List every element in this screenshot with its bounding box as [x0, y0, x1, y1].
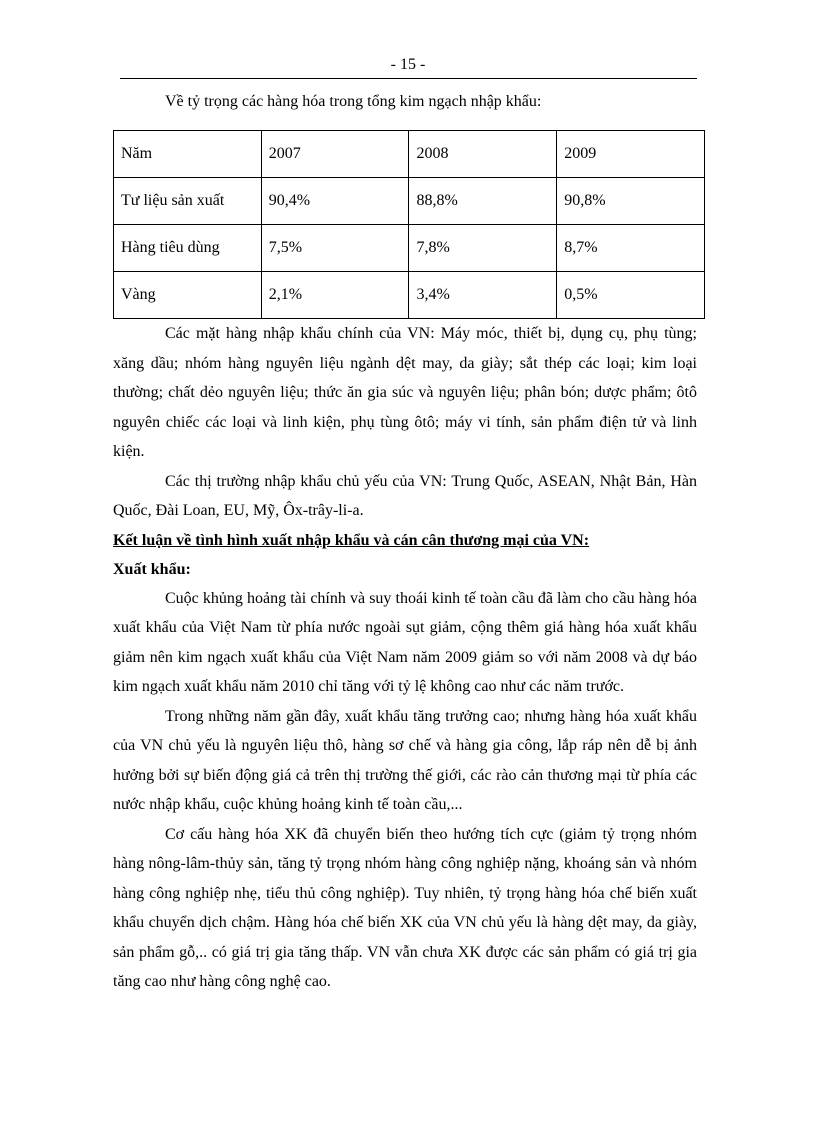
- paragraph-import-goods: Các mặt hàng nhập khẩu chính của VN: Máy móc, thiết bị, dụng cụ, phụ tùng; xăng dầu; nhóm hàng nguyên liệu ngành dệt may, da giày; sắt thép các loại; kim loại thường; chất dẻo nguyên liệu; thức ăn gia súc và nguyên liệu; phân bón; dược phẩm; ôtô nguyên chiếc các loại và linh kiện, phụ tùng ôtô; máy vi tính, sản phẩm điện tử và linh kiện.: [113, 325, 697, 460]
- table-intro: Về tỷ trọng các hàng hóa trong tổng kim ngạch nhập khẩu:: [165, 93, 542, 110]
- table-cell: 7,8%: [409, 225, 557, 272]
- table-cell: 90,8%: [557, 178, 705, 225]
- table-header-row: [114, 131, 705, 178]
- table-cell: 2,1%: [261, 272, 409, 319]
- paragraph-import-markets: Các thị trường nhập khẩu chủ yếu của VN: Trung Quốc, ASEAN, Nhật Bản, Hàn Quốc, Đài Loan, EU, Mỹ, Ôx-trây-li-a.: [113, 472, 697, 519]
- table-cell: Hàng tiêu dùng: [114, 225, 262, 272]
- table-cell: 8,7%: [557, 225, 705, 272]
- table-cell: Vàng: [114, 272, 262, 319]
- table-cell: 2008: [409, 131, 557, 178]
- paragraph-export-growth: Trong những năm gần đây, xuất khẩu tăng trưởng cao; nhưng hàng hóa xuất khẩu của VN chủ yếu là nguyên liệu thô, hàng sơ chế và hàng gia công, lắp ráp nên dễ bị ảnh hưởng bởi sự biến động giá cả trên thị trường thế giới, các rào cản thương mại từ phía các nước nhập khẩu, cuộc khủng hoảng kinh tế toàn cầu,...: [113, 707, 697, 813]
- paragraph-export-structure: Cơ cấu hàng hóa XK đã chuyển biến theo hướng tích cực (giảm tỷ trọng nhóm hàng nông-lâm-thủy sản, tăng tỷ trọng nhóm hàng công nghiệp nặng, khoáng sản và nhóm hàng công nghiệp nhẹ, tiểu thủ công nghiệp). Tuy nhiên, tỷ trọng hàng hóa chế biến xuất khẩu chuyển dịch chậm. Hàng hóa chế biến XK của VN chủ yếu là hàng dệt may, da giày, sản phẩm gỗ,.. có giá trị gia tăng thấp. VN vẫn chưa XK được các sản phẩm có giá trị gia tăng cao như hàng công nghệ cao.: [113, 825, 697, 990]
- table-row: [114, 178, 705, 225]
- table-row: [114, 225, 705, 272]
- paragraph-export-crisis: Cuộc khủng hoảng tài chính và suy thoái kinh tế toàn cầu đã làm cho cầu hàng hóa xuất khẩu của Việt Nam từ phía nước ngoài sụt giảm, cộng thêm giá hàng hóa xuất khẩu giảm nên kim ngạch xuất khẩu của Việt Nam năm 2009 giảm so với năm 2008 và dự báo kim ngạch xuất khẩu năm 2010 chỉ tăng với tỷ lệ không cao như các năm trước.: [113, 589, 697, 695]
- import-share-table: [113, 130, 705, 319]
- table-cell: 0,5%: [557, 272, 705, 319]
- table-row: [114, 272, 705, 319]
- table-cell: 88,8%: [409, 178, 557, 225]
- section-heading-conclusion: Kết luận về tình hình xuất nhập khẩu và cán cân thương mại của VN:: [113, 531, 590, 549]
- table-cell: Năm: [114, 131, 262, 178]
- section-heading-export: Xuất khẩu:: [113, 560, 191, 578]
- table-cell: Tư liệu sản xuất: [114, 178, 262, 225]
- table-cell: 3,4%: [409, 272, 557, 319]
- header-rule: [120, 78, 697, 79]
- table-cell: 90,4%: [261, 178, 409, 225]
- table-cell: 2009: [557, 131, 705, 178]
- table-cell: 7,5%: [261, 225, 409, 272]
- page-number: - 15 -: [390, 56, 426, 73]
- document-body: [113, 88, 697, 997]
- table-cell: 2007: [261, 131, 409, 178]
